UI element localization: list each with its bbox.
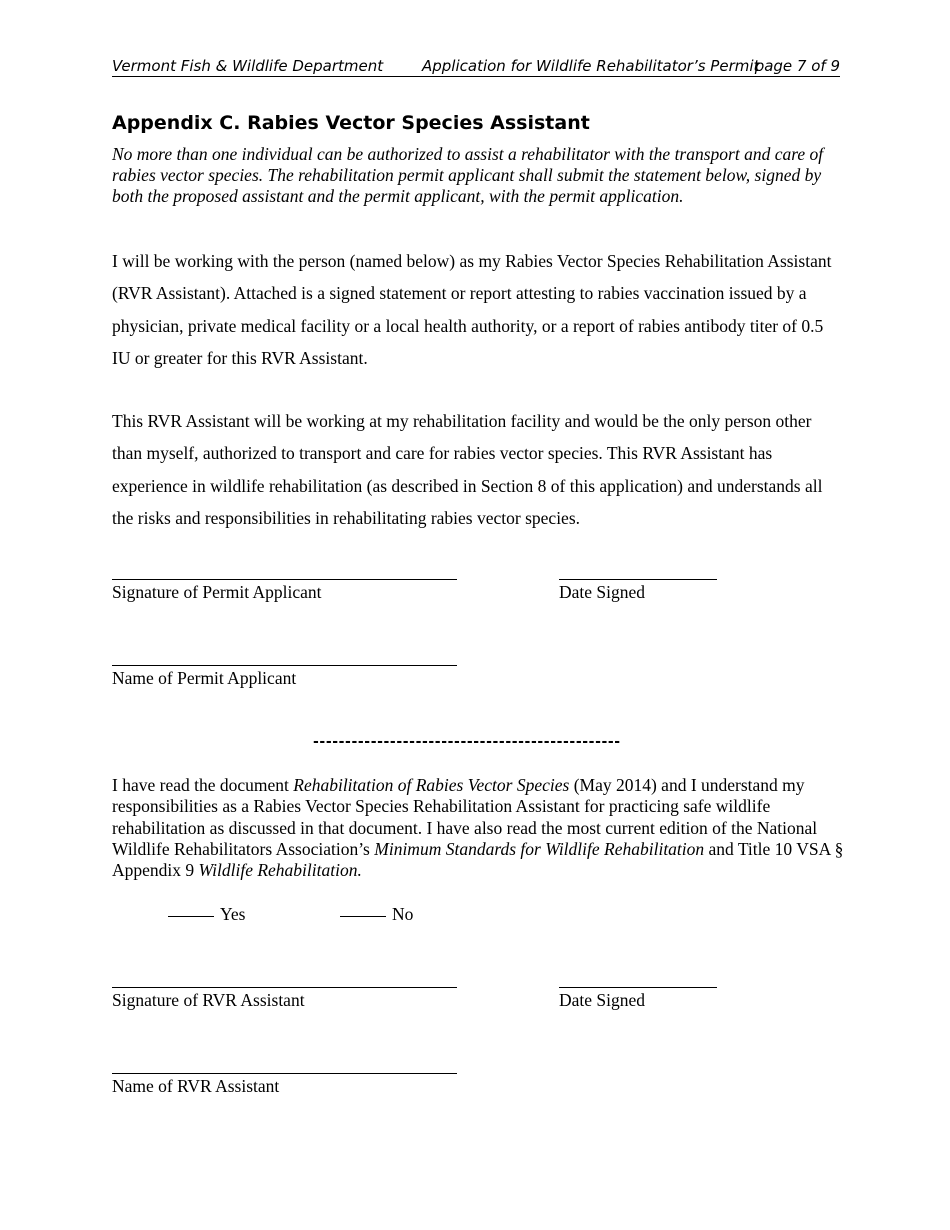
assistant-name-label: Name of RVR Assistant [112,1076,280,1096]
applicant-signature-label: Signature of Permit Applicant [112,582,322,602]
statement-text-3: and Title 10 VSA § Appendix 9 [112,838,844,881]
header-form-title: Application for Wildlife Rehabilitator’s Permit [422,57,760,75]
assistant-name-line[interactable] [112,1073,457,1074]
statement-text-2: (May 2014) and I understand my responsibilities as a Rabies Vector Species Rehabilitation Assistant for practicing safe wildlife rehabilitation as discussed in that document. I have also read the most current edition of the National Wildlife Rehabilitators Association’s [112,775,818,859]
section-divider: ------------------------------------------------ [313,734,621,750]
no-label: No [392,904,414,924]
applicant-name-line[interactable] [112,665,457,666]
assistant-statement [112,775,852,881]
statement-paragraph-1: I will be working with the person (named below) as my Rabies Vector Species Rehabilitation Assistant (RVR Assistant). Attached is a signed statement or report attesting to rabies vaccination issued by a physician, private medical facility or a local health authority, or a report of rabies antibody titer of 0.5 IU or greater for this RVR Assistant. [112,251,832,368]
page-header [112,56,840,77]
applicant-signature-line[interactable] [112,579,457,580]
assistant-signature-line[interactable] [112,987,457,988]
statement-text-1: I have read the document [112,775,294,795]
statement-doc-1: Rehabilitation of Rabies Vector Species [293,775,570,795]
header-page-number: page 7 of 9 [754,57,840,75]
header-department: Vermont Fish & Wildlife Department [112,57,384,75]
applicant-date-line[interactable] [559,579,717,580]
applicant-date-label: Date Signed [559,582,646,602]
section-title: Appendix C. Rabies Vector Species Assistant [112,112,590,134]
applicant-name-label: Name of Permit Applicant [112,668,297,688]
yes-label: Yes [220,904,246,924]
no-option[interactable] [340,904,413,925]
section-intro: No more than one individual can be authorized to assist a rehabilitator with the transport and care of rabies vector species. The rehabilitation permit applicant shall submit the statement below, signed by both the proposed assistant and the permit applicant, with the permit application. [112,144,824,206]
yes-option[interactable] [168,904,245,925]
yes-blank[interactable] [168,916,214,917]
assistant-date-line[interactable] [559,987,717,988]
assistant-signature-label: Signature of RVR Assistant [112,990,305,1010]
no-blank[interactable] [340,916,386,917]
statement-doc-3: Wildlife Rehabilitation. [198,860,362,881]
assistant-date-label: Date Signed [559,990,646,1010]
statement-doc-2: Minimum Standards for Wildlife Rehabilitation [374,838,705,859]
statement-paragraph-2: This RVR Assistant will be working at my rehabilitation facility and would be the only person other than myself, authorized to transport and care for rabies vector species. This RVR Assistant has experience in wildlife rehabilitation (as described in Section 8 of this application) and understands all the risks and responsibilities in rehabilitating rabies vector species. [112,411,823,528]
